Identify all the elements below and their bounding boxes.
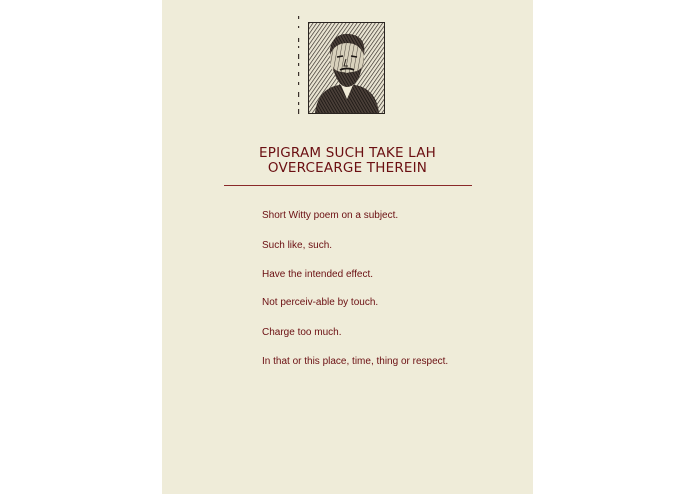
- page-title: [162, 146, 533, 176]
- dotted-rule-icon: [298, 16, 300, 114]
- list-item: Short Witty poem on a subject.: [262, 210, 399, 221]
- list-item: Charge too much.: [262, 327, 342, 338]
- title-line-1: EPIGRAM SUCH TAKE LAH: [259, 145, 436, 161]
- list-item: Have the intended effect.: [262, 269, 374, 280]
- list-item: In that or this place, time, thing or respect.: [262, 356, 449, 367]
- title-line-2: OVERCEARGE THEREIN: [267, 160, 428, 176]
- title-divider: [224, 185, 472, 186]
- list-item: Such like, such.: [262, 240, 333, 251]
- list-item: Not perceiv-able by touch.: [262, 297, 379, 308]
- document-page: [162, 0, 533, 494]
- engraved-portrait-icon: [308, 22, 385, 114]
- portrait-figure: [296, 16, 388, 116]
